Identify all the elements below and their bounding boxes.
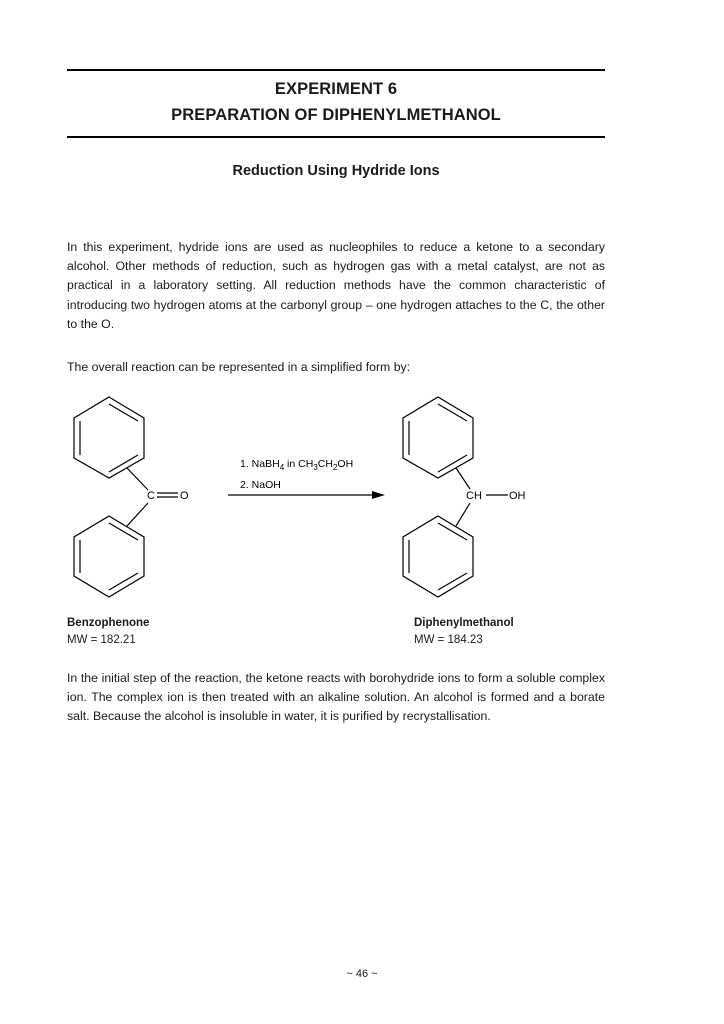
product-bond-lower xyxy=(456,503,470,526)
reactant-oxygen-label: O xyxy=(180,490,189,502)
product-bond-upper xyxy=(456,468,470,489)
product-ch-label: CH xyxy=(466,490,482,502)
reaction-intro: The overall reaction can be represented in a simplified form by: xyxy=(67,360,411,374)
reaction-arrow-head xyxy=(372,491,385,499)
reactant-mw: MW = 182.21 xyxy=(67,634,136,646)
reagent-step-1: 1. NaBH$_4$ in $CH_3CH_2OH$ xyxy=(240,458,354,472)
intro-paragraph: In this experiment, hydride ions are used as nucleophiles to reduce a ketone to a secondary alcohol. Other methods of reduction, such as hydrogen gas with a metal catalyst, are not as practical in a laboratory setting. All reduction methods have the common characteristic of introducing two hydrogen atoms at the carbonyl group – one hydrogen attaches to the C, the other to the O. xyxy=(67,240,605,331)
reactant-carbon-label: C xyxy=(147,490,155,502)
subtitle: Reduction Using Hydride Ions xyxy=(232,163,440,179)
reactant-label xyxy=(67,615,149,649)
product-lower-benzene-ring xyxy=(403,516,473,597)
product-oh-label: OH xyxy=(509,490,526,502)
page-number: ~ 46 ~ xyxy=(346,968,378,980)
closing-paragraph: In the initial step of the reaction, the ketone reacts with borohydride ions to form a soluble complex ion. The complex ion is then treated with an alkaline solution. An alcohol is formed and a borate salt. Because the alcohol is insoluble in water, it is purified by recrystallisation. xyxy=(67,671,605,724)
product-name: Diphenylmethanol xyxy=(414,617,514,629)
reagent-step-2: 2. NaOH xyxy=(240,479,281,491)
reactant-name: Benzophenone xyxy=(67,617,150,629)
main-title: PREPARATION OF DIPHENYLMETHANOL xyxy=(171,106,501,124)
reactant-bond-lower xyxy=(127,503,148,526)
experiment-title: EXPERIMENT 6 xyxy=(274,80,398,98)
reactant-bond-upper xyxy=(127,468,148,490)
product-label xyxy=(414,615,514,649)
product-mw: MW = 184.23 xyxy=(414,634,483,646)
reactant-lower-benzene-ring xyxy=(74,516,144,597)
reactant-upper-benzene-ring xyxy=(74,397,144,478)
product-upper-benzene-ring xyxy=(403,397,473,478)
